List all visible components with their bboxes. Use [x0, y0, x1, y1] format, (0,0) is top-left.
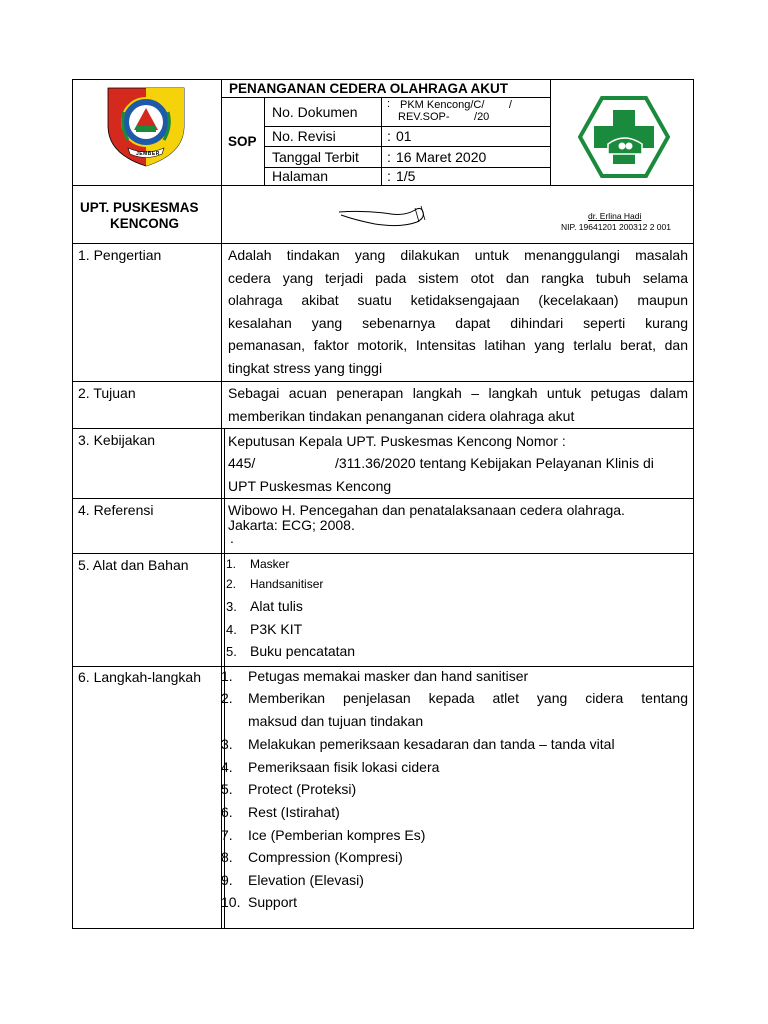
list-item: Memberikan penjelasan kepada atlet yang cidera tentang [248, 690, 688, 706]
field-value-no-revisi: 01 [396, 128, 412, 144]
list-item: Petugas memakai masker dan hand sanitiser [248, 668, 529, 684]
field-label-no-dokumen: No. Dokumen [272, 104, 358, 120]
signer-nip: NIP. 19641201 200312 2 001 [561, 222, 671, 232]
pengertian-line: tingkat stress yang tinggi [228, 359, 383, 376]
sop-label: SOP [228, 134, 257, 149]
field-label-tanggal-terbit: Tanggal Terbit [272, 149, 359, 165]
list-item-number: 3. [221, 736, 233, 752]
org-name-line2: KENCONG [110, 216, 180, 231]
kebijakan-line1: Keputusan Kepala UPT. Puskesmas Kencong Nomor : [228, 433, 566, 449]
list-item: Pemeriksaan fisik lokasi cidera [248, 759, 440, 775]
tujuan-line: Sebagai acuan penerapan langkah – langkah untuk petugas dalam [228, 385, 688, 401]
section-label-pengertian: 1. Pengertian [78, 247, 162, 263]
list-item: Elevation (Elevasi) [248, 872, 364, 888]
list-item-number: 1. [221, 668, 233, 684]
list-item-number: 6. [221, 804, 233, 820]
list-item: Protect (Proteksi) [248, 781, 357, 797]
list-item: Masker [250, 557, 290, 571]
pengertian-line: kesalahan yang sebenarnya dapat dihindari seperti kurang [228, 314, 688, 331]
signature [335, 198, 443, 228]
list-item-number: 8. [221, 849, 233, 865]
pengertian-text [228, 244, 688, 379]
field-label-halaman: Halaman [272, 168, 329, 184]
section-label-referensi: 4. Referensi [78, 502, 154, 518]
field-value-no-dokumen-line2: REV.SOP- /20 [398, 111, 490, 123]
field-value-tanggal-terbit: 16 Maret 2020 [396, 149, 487, 165]
list-item: Buku pencatatan [250, 643, 356, 659]
list-item: P3K KIT [250, 621, 303, 637]
list-item: Melakukan pemeriksaan kesadaran dan tanda – tanda vital [248, 736, 615, 752]
logo-ribbon-text: JEMBER [136, 151, 160, 157]
list-item: Alat tulis [250, 598, 303, 614]
pengertian-line: Adalah tindakan yang dilakukan untuk menanggulangi masalah [228, 247, 688, 263]
pengertian-line: olahraga akibat suatu ketidaksengajaan (kecelakaan) maupun [228, 292, 688, 308]
field-value-halaman: 1/5 [396, 168, 416, 184]
list-item-number: 1. [226, 557, 237, 571]
section-label-langkah: 6. Langkah-langkah [78, 669, 201, 685]
list-item-number: 2. [221, 690, 233, 706]
list-item: Ice (Pemberian kompres Es) [248, 827, 426, 843]
document-title: PENANGANAN CEDERA OLAHRAGA AKUT [229, 81, 508, 96]
referensi-line2: Jakarta: ECG; 2008. [228, 517, 355, 533]
tujuan-line: memberikan tindakan penanganan cidera olahraga akut [228, 407, 575, 424]
kebijakan-line2a: 445/ [228, 455, 256, 471]
puskesmas-logo [578, 96, 670, 178]
field-sep-tanggal-terbit: : [387, 149, 391, 165]
list-item: Rest (Istirahat) [248, 804, 340, 820]
pengertian-line: pemanasan, faktor motorik, Intensitas latihan yang terlalu berat, dan [228, 337, 688, 353]
signer-name: dr. Erlina Hadi [588, 211, 642, 221]
field-sep-no-dokumen: : [387, 98, 391, 110]
list-item-number: 4. [226, 622, 237, 637]
list-item: Handsanitiser [250, 577, 324, 591]
list-item-number: 3. [226, 599, 237, 614]
org-name-line1: UPT. PUSKESMAS [80, 200, 199, 215]
list-item-number: 7. [221, 827, 233, 843]
kebijakan-line3: UPT Puskesmas Kencong [228, 478, 392, 494]
field-sep-halaman: : [387, 168, 391, 184]
tujuan-text [228, 382, 688, 427]
field-sep-no-revisi: : [387, 128, 391, 144]
list-item-number: 10. [221, 894, 241, 910]
section-label-kebijakan: 3. Kebijakan [78, 432, 156, 448]
regency-logo [100, 82, 192, 168]
referensi-line3: . [230, 530, 234, 546]
field-value-no-dokumen-line1: PKM Kencong/C/ / [400, 99, 512, 111]
field-label-no-revisi: No. Revisi [272, 128, 336, 144]
list-item-number: 4. [221, 759, 233, 775]
list-item-number: 9. [221, 872, 233, 888]
puskesmas-emblem-icon [578, 96, 670, 178]
section-label-tujuan: 2. Tujuan [78, 385, 136, 401]
pengertian-line: cedera yang terjadi pada sistem otot dan rangka tubuh selama [228, 269, 688, 286]
list-item-number: 5. [226, 644, 237, 659]
list-item: Support [248, 894, 298, 910]
list-item-continuation: maksud dan tujuan tindakan [248, 713, 424, 729]
section-label-alat-bahan: 5. Alat dan Bahan [78, 557, 189, 573]
signature-icon [335, 198, 443, 228]
kebijakan-line2b: /311.36/2020 tentang Kebijakan Pelayanan Klinis di [335, 455, 654, 471]
referensi-line1: Wibowo H. Pencegahan dan penatalaksanaan cedera olahraga. [228, 502, 625, 518]
list-item-number: 2. [226, 577, 237, 591]
list-item-number: 5. [221, 781, 233, 797]
list-item: Compression (Kompresi) [248, 849, 403, 865]
